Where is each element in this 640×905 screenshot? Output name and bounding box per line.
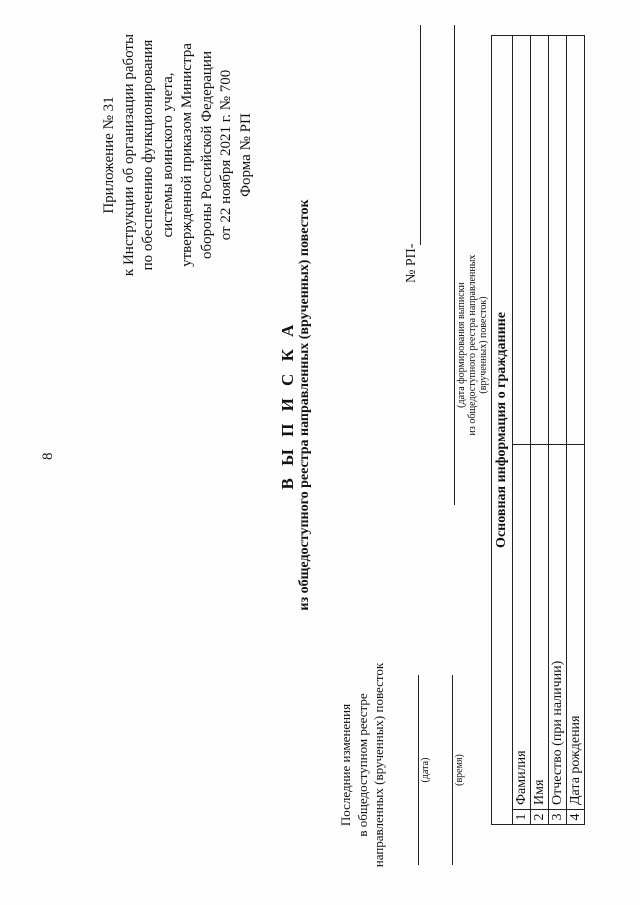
caption-line: из общедоступного реестра направленных — [467, 254, 478, 436]
date-label: (дата) — [420, 757, 431, 783]
appendix-block — [100, 5, 256, 305]
row-label: Отчество (при наличии) — [549, 445, 567, 810]
last-change-line: Последние изменения — [338, 703, 353, 827]
table-header-row — [492, 36, 513, 825]
page-number: 8 — [40, 452, 56, 460]
row-number: 1 — [513, 810, 531, 825]
appendix-line: Форма № РП — [237, 113, 254, 197]
caption-line: (врученных) повесток) — [478, 296, 489, 394]
document-title: В Ы П И С К А — [278, 320, 297, 490]
formation-date-caption — [456, 185, 489, 505]
appendix-line: от 22 ноября 2021 г. № 700 — [218, 69, 234, 241]
row-number: 3 — [549, 810, 567, 825]
row-value — [531, 36, 549, 445]
last-change-line: направленных (врученных) повесток — [371, 662, 386, 868]
row-value — [567, 36, 585, 445]
table-row — [513, 36, 531, 825]
row-value — [513, 36, 531, 445]
appendix-line: утвержденной приказом Министра — [179, 43, 195, 267]
row-number: 4 — [567, 810, 585, 825]
row-label: Имя — [531, 445, 549, 810]
row-label: Дата рождения — [567, 445, 585, 810]
date-underline — [418, 675, 419, 865]
appendix-line: к Инструкции об организации работы — [120, 33, 137, 277]
time-label: (время) — [454, 754, 465, 786]
row-label: Фамилия — [513, 445, 531, 810]
register-number-underline — [420, 25, 421, 245]
table-row — [531, 36, 549, 825]
last-change-line: в общедоступном реестре — [354, 693, 370, 837]
table-header: Основная информация о гражданине — [492, 36, 513, 825]
register-number: № РП- — [404, 243, 419, 283]
appendix-line: Приложение № 31 — [101, 96, 117, 214]
formation-date-underline — [454, 25, 455, 505]
last-change-block — [338, 645, 388, 885]
table-row — [567, 36, 585, 825]
appendix-line: обороны Российской Федерации — [198, 51, 215, 260]
citizen-info-table — [491, 35, 585, 825]
appendix-line: системы воинского учета, — [159, 72, 176, 238]
row-value — [549, 36, 567, 445]
caption-line: (дата формирования выписки — [456, 282, 467, 408]
document-subtitle: из общедоступного реестра направленных (врученных) повесток — [297, 199, 312, 611]
table-row — [549, 36, 567, 825]
appendix-line: по обеспечению функционирования — [140, 39, 156, 271]
row-number: 2 — [531, 810, 549, 825]
time-underline — [452, 675, 453, 865]
